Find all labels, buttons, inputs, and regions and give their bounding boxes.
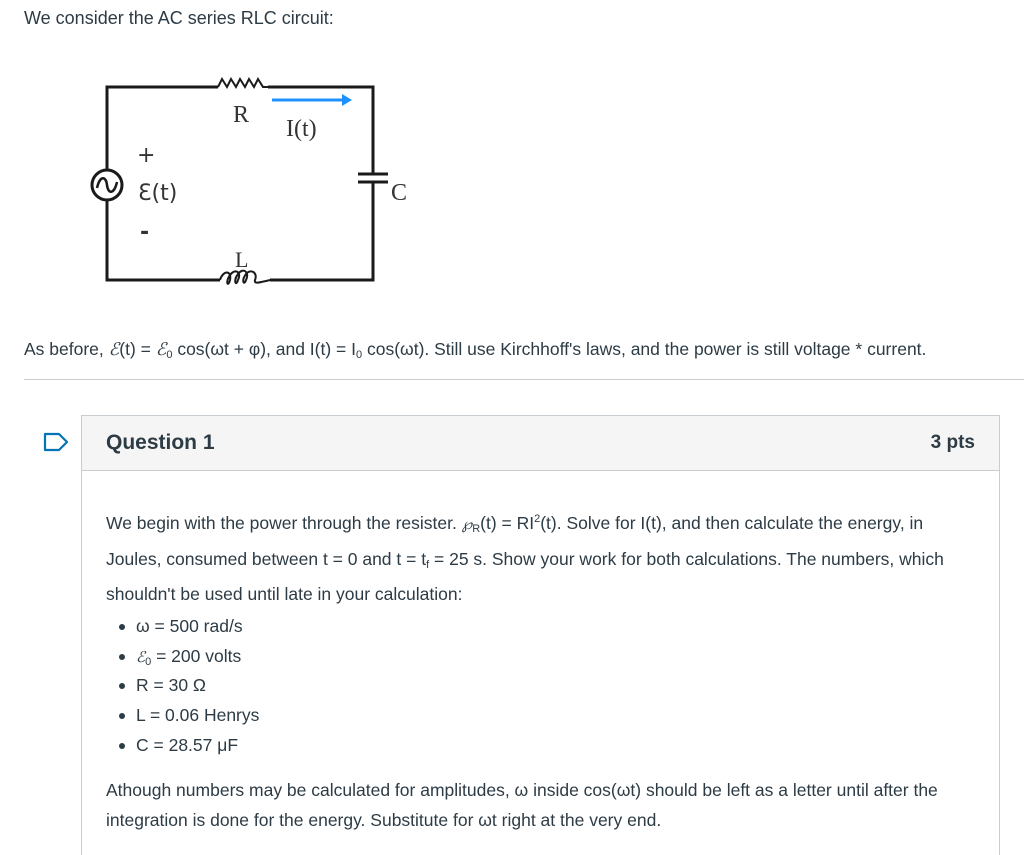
inductor-label: L [235,247,249,272]
question-points: 3 pts [930,432,975,453]
divider [24,379,1024,380]
capacitor-label: C [391,180,408,206]
question-paragraph-1: We begin with the power through the resister. $℘_R(t) = RI^2(t)$. Solve for I(t), and then calculate the energy, in Joules, consumed between t = 0 and $t = t_f = 25$ s. Show your work for both calculations. The numbers, which shouldn't be used until late in your calculation: [106,513,944,604]
resistor-label: R [233,102,250,128]
current-arrow-icon [272,94,352,106]
list-item: R = 30 Ω [118,671,259,701]
before-text: As before, ℰ(t) = ℰ$_0$ cos(ωt + φ), and $I(t) = I_0$ cos(ωt). Still use Kirchhoff's laws, and the power is still voltage * current. [24,339,927,361]
inductor-symbol [220,271,270,284]
list-item: ω = 500 rad/s [118,612,259,642]
question-title: Question 1 [106,431,215,454]
plus-sign: + [137,143,156,168]
emf-label: Ɛ(t) [138,181,178,206]
resistor-symbol [218,79,268,87]
question-header [82,416,999,471]
list-item: ℰ$_0$ = 200 volts [118,642,259,672]
minus-sign: - [140,220,150,245]
question-paragraph-2: Athough numbers may be calculated for amplitudes, ω inside cos(ωt) should be left as a letter until after the integration is done for the energy. Substitute for ωt right at the very end. [106,780,938,830]
list-item: C = 28.57 μF [118,731,259,761]
question-card [81,415,1000,855]
list-item: L = 0.06 Henrys [118,701,259,731]
given-values-list [118,612,259,760]
rlc-circuit-diagram [80,70,408,300]
flag-icon[interactable] [43,432,69,452]
current-label: I(t) [286,116,317,142]
intro-text: We consider the AC series RLC circuit: [24,8,334,28]
ac-source-icon [92,170,122,200]
